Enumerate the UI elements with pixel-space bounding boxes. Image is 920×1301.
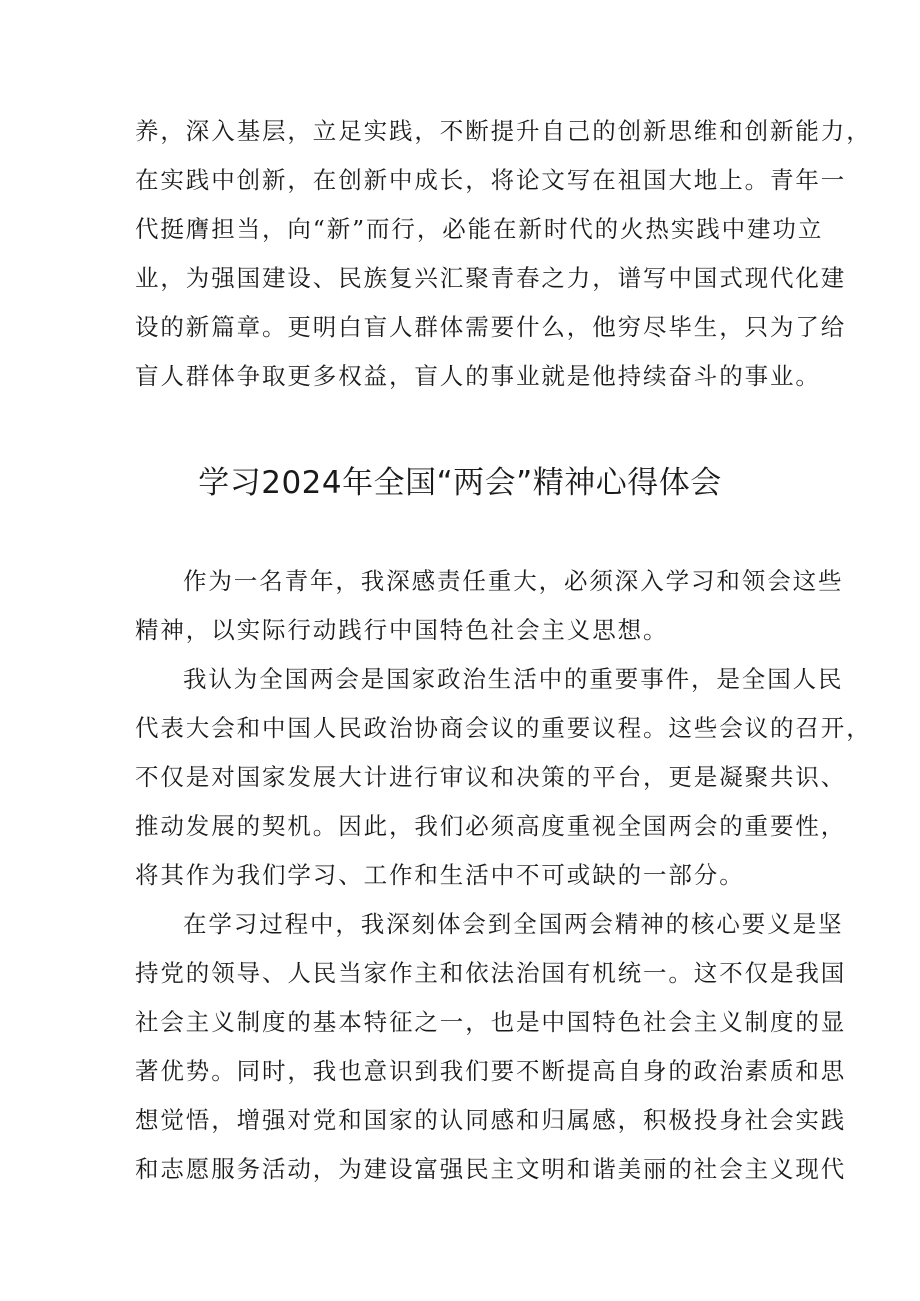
paragraph-line: 将其作为我们学习、工作和生活中不可或缺的一部分。: [135, 861, 745, 889]
paragraph-line: 社会主义制度的基本特征之一，也是中国特色社会主义制度的显: [135, 1008, 847, 1036]
paragraph-line: 设的新篇章。更明白盲人群体需要什么，他穷尽毕生，只为了给: [135, 313, 847, 341]
paragraph-line: 想觉悟，增强对党和国家的认同感和归属感，积极投身社会实践: [135, 1106, 847, 1134]
paragraph-line: 推动发展的契机。因此，我们必须高度重视全国两会的重要性，: [135, 812, 847, 840]
paragraph-line: 在学习过程中，我深刻体会到全国两会精神的核心要义是坚: [183, 910, 844, 938]
paragraph-line: 著优势。同时，我也意识到我们要不断提高自身的政治素质和思: [135, 1057, 847, 1085]
paragraph-line: 代表大会和中国人民政治协商会议的重要议程。这些会议的召开，: [135, 714, 872, 742]
paragraph-line: 业，为强国建设、民族复兴汇聚青春之力，谱写中国式现代化建: [135, 264, 847, 292]
paragraph-line: 精神，以实际行动践行中国特色社会主义思想。: [135, 616, 669, 644]
paragraph-line: 和志愿服务活动，为建设富强民主文明和谐美丽的社会主义现代: [135, 1155, 847, 1183]
paragraph-line: 不仅是对国家发展大计进行审议和决策的平台，更是凝聚共识、: [135, 763, 847, 791]
paragraph-line: 作为一名青年，我深感责任重大，必须深入学习和领会这些: [183, 567, 844, 595]
paragraph-line: 持党的领导、人民当家作主和依法治国有机统一。这不仅是我国: [135, 959, 847, 987]
paragraph-line: 在实践中创新，在创新中成长，将论文写在祖国大地上。青年一: [135, 166, 847, 194]
paragraph-line: 代挺膺担当，向“新”而行，必能在新时代的火热实践中建功立: [135, 215, 824, 243]
document-title: 学习2024年全国“两会”精神心得体会: [198, 465, 722, 501]
paragraph-line: 盲人群体争取更多权益，盲人的事业就是他持续奋斗的事业。: [135, 362, 821, 390]
paragraph-line: 养，深入基层，立足实践，不断提升自己的创新思维和创新能力，: [135, 117, 872, 145]
paragraph-line: 我认为全国两会是国家政治生活中的重要事件，是全国人民: [183, 665, 844, 693]
